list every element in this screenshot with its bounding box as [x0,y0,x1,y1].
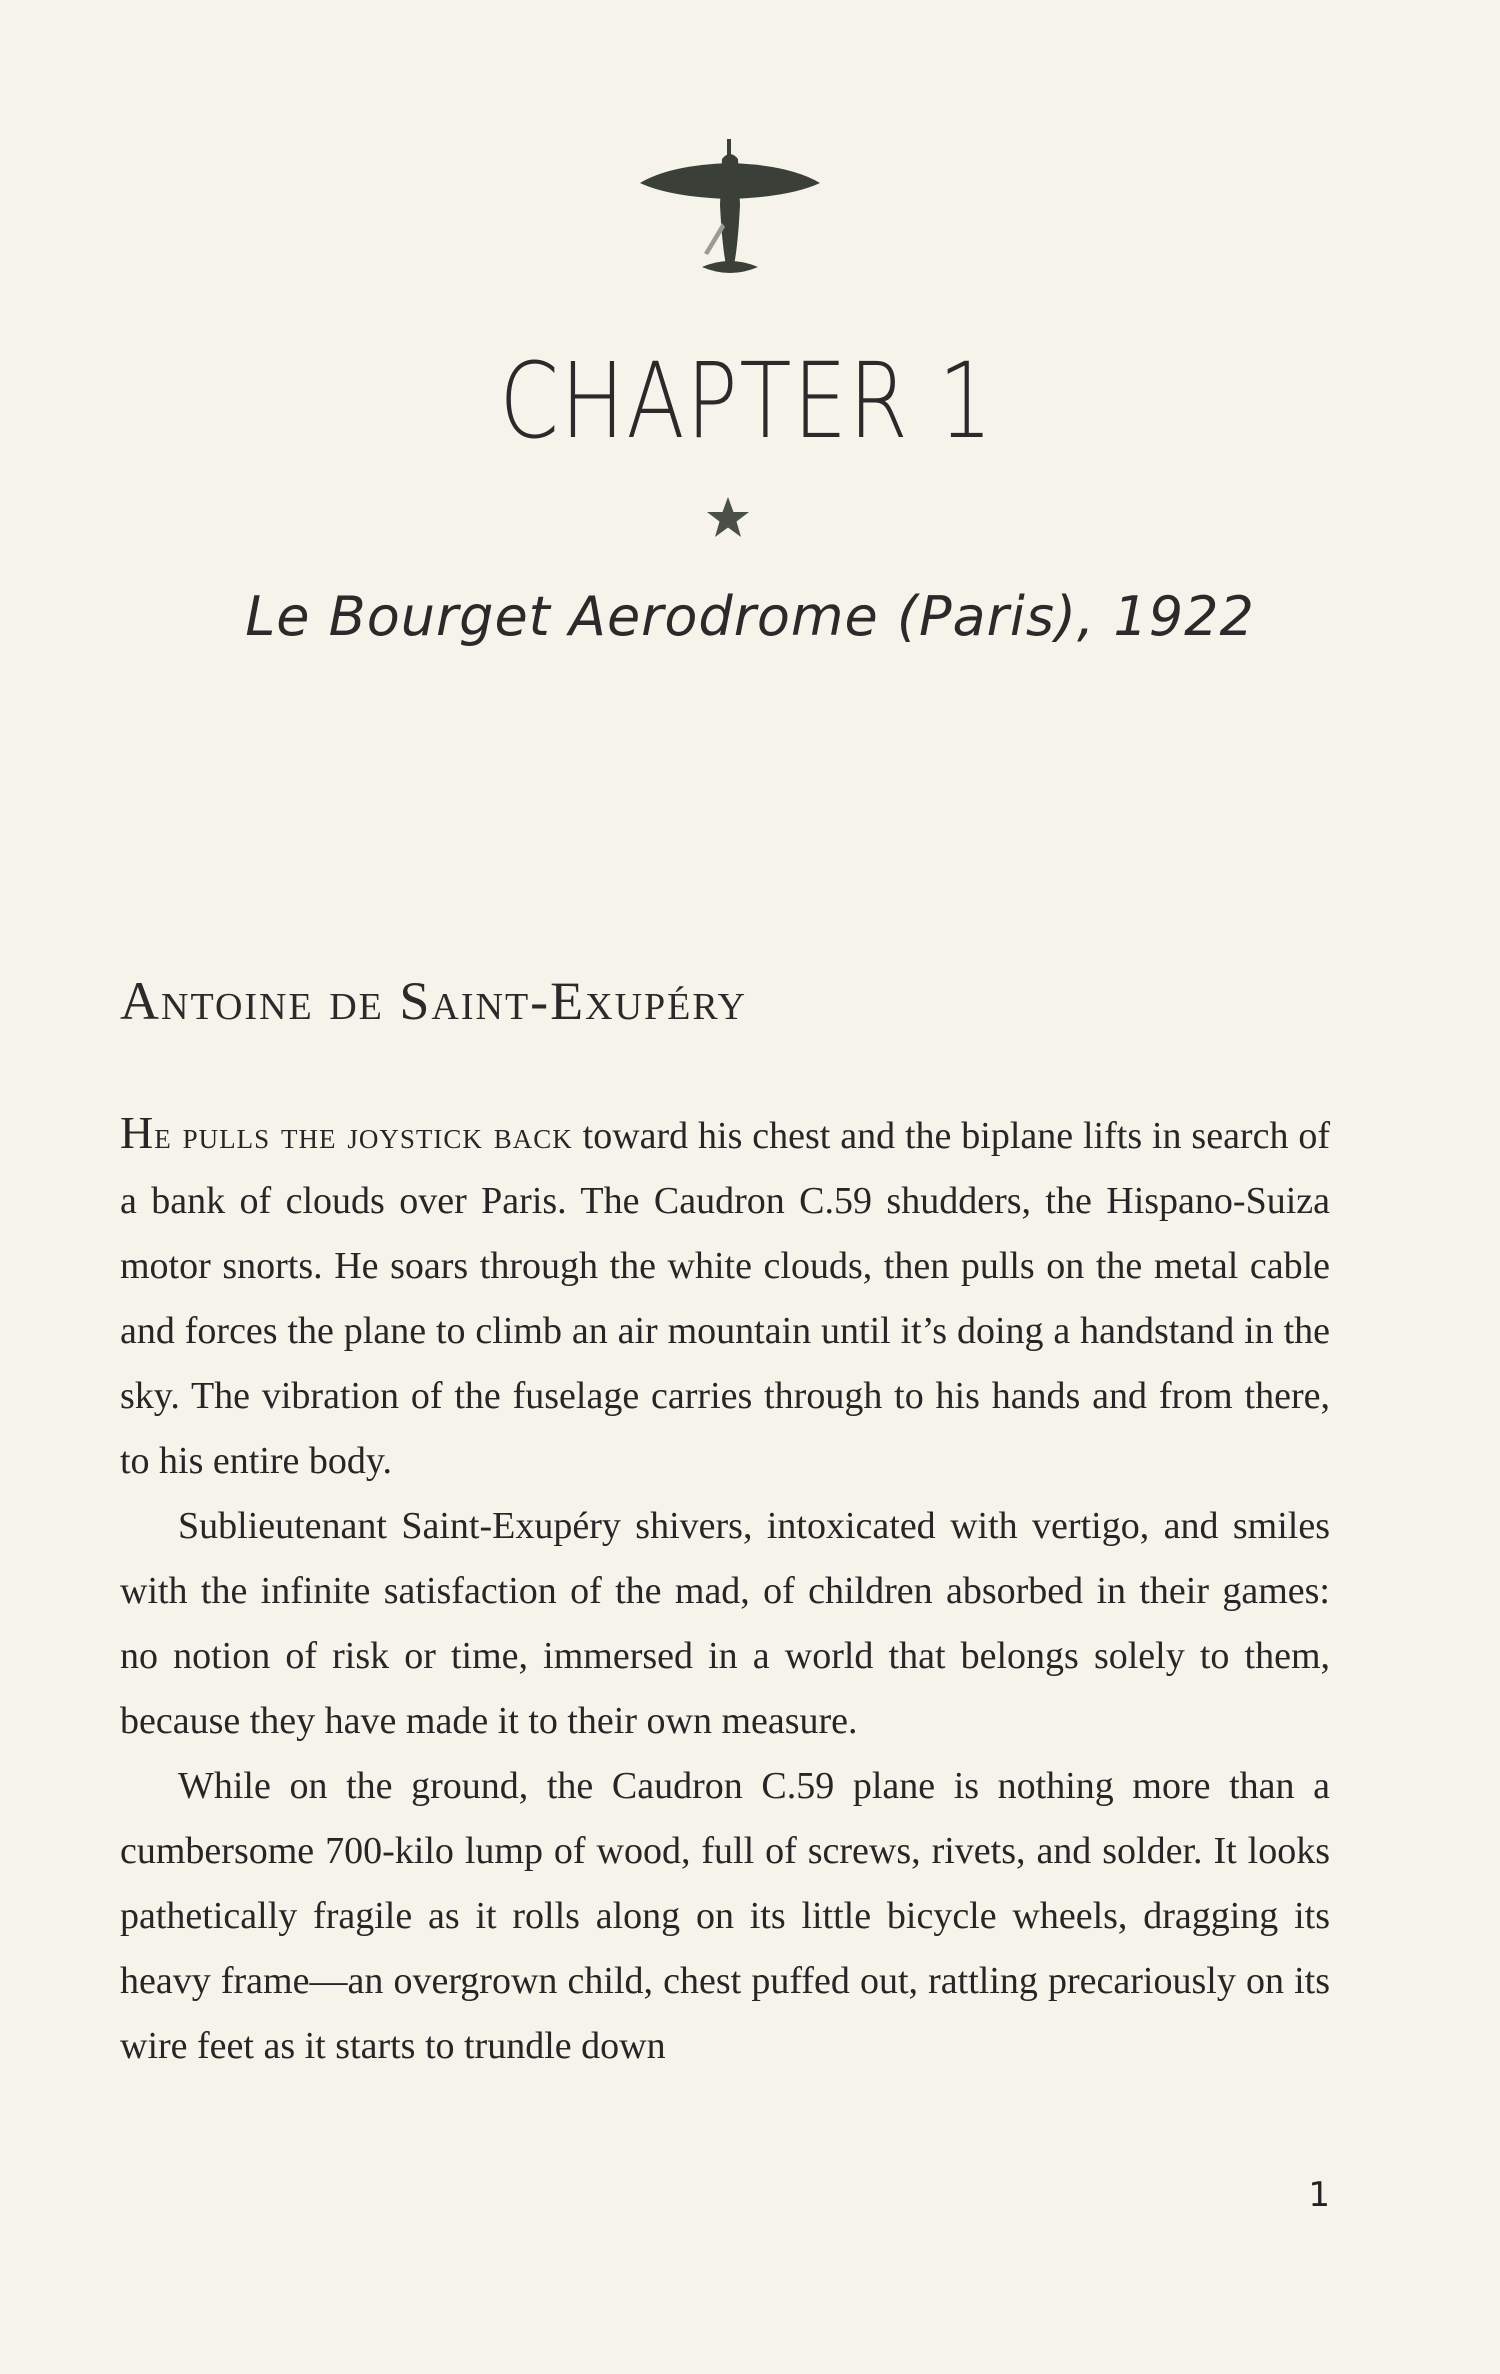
paragraph-3: While on the ground, the Caudron C.59 plane is nothing more than a cumbersome 700-kilo lump of wood, full of screws, rivets, and solder. It looks pathetically fragile as it rolls along on its little bicycle wheels, dragging its heavy frame—an overgrown child, chest puffed out, rattling precariously on its wire feet as it starts to trundle down [120,1765,1330,2067]
paragraph-2: Sublieutenant Saint-Exupéry shivers, intoxicated with vertigo, and smiles with the infinite satisfaction of the mad, of children absorbed in their games: no notion of risk or time, immersed in a world that belongs solely to them, because they have made it to their own measure. [120,1505,1330,1742]
chapter-subtitle: Le Bourget Aerodrome (Paris), 1922 [245,585,1255,648]
star-icon [705,495,751,541]
airplane-icon [630,135,830,295]
page-number: 1 [1308,2175,1330,2215]
lead-in [120,1107,573,1158]
section-heading: Antoine de Saint-Exupéry [120,971,748,1031]
chapter-title: CHAPTER 1 [499,340,995,462]
lead-small-caps: e pulls the joystick back [154,1115,573,1157]
lead-cap: H [120,1107,155,1158]
paragraph-1 [120,1100,1330,1494]
paragraph-1-text: toward his chest and the biplane lifts in search of a bank of clouds over Paris. The Caudron C.59 shudders, the Hispano-Suiza motor snorts. He soars through the white clouds, then pulls on the metal cable and forces the plane to climb an air mountain until it’s doing a handstand in the sky. The vibration of the fuselage carries through to his hands and from there, to his entire body. [120,1115,1330,1482]
body-text [120,1100,1330,2079]
